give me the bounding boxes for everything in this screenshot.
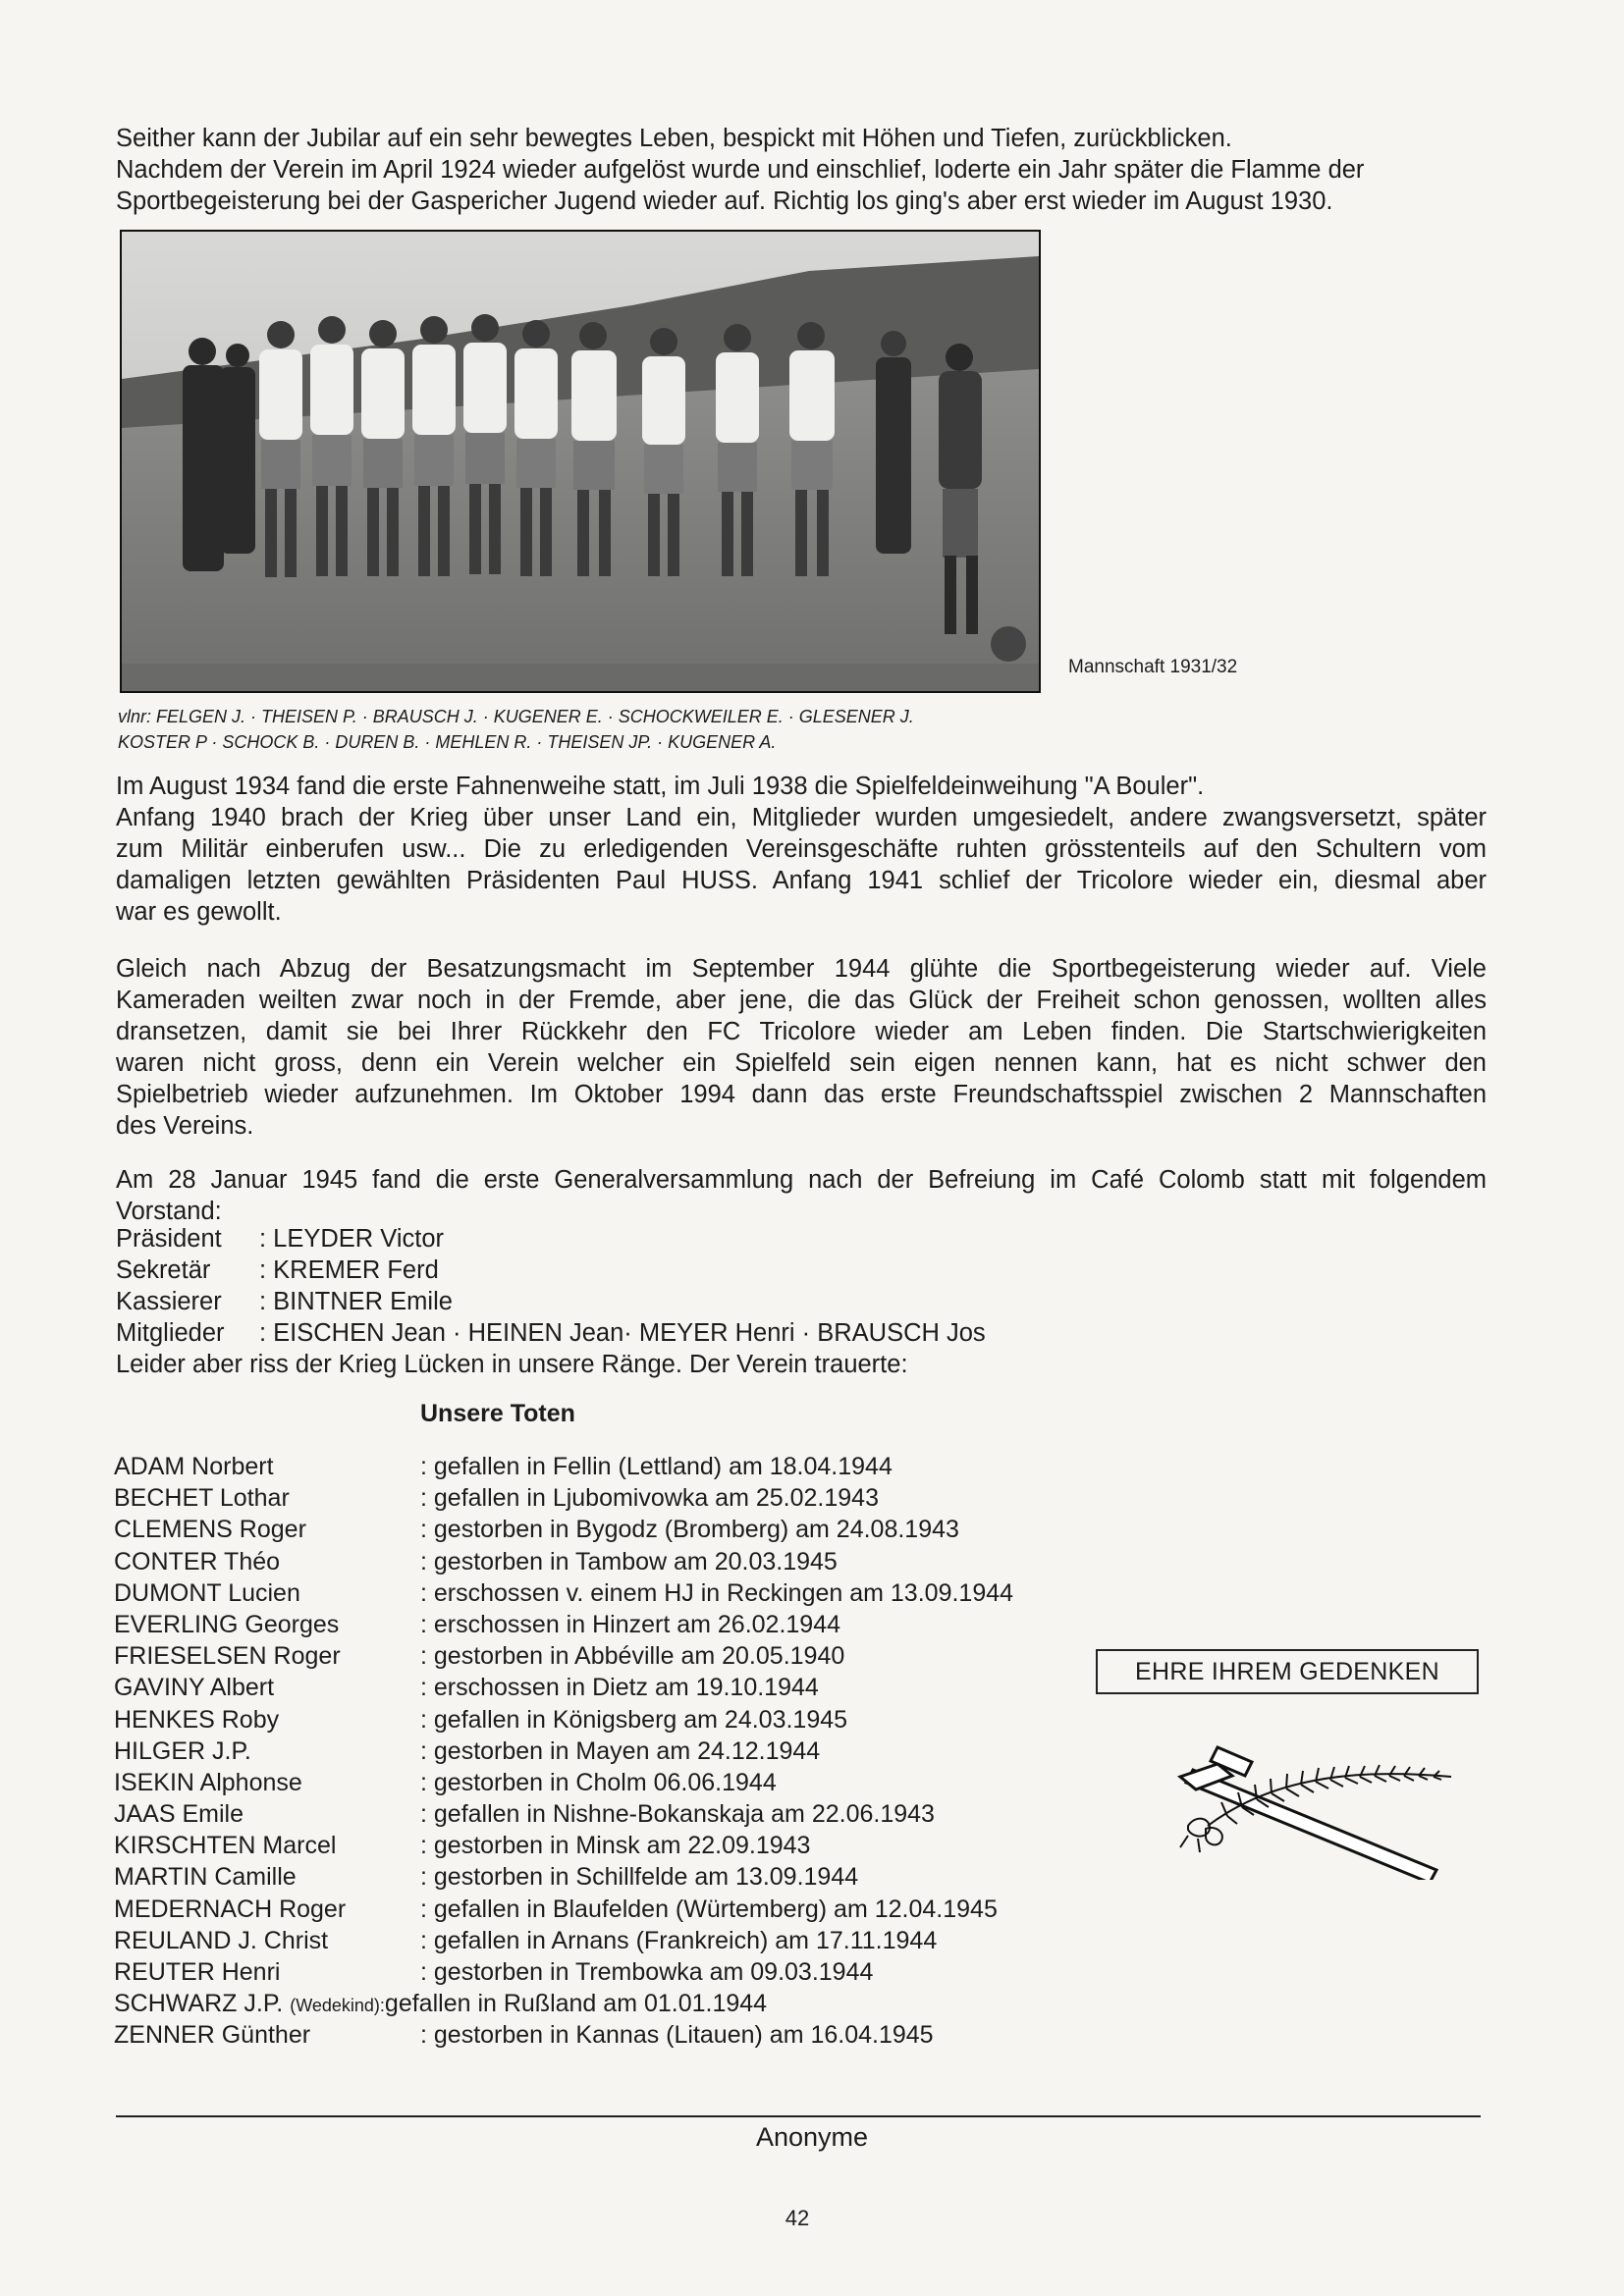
vorstand-role: Mitglieder — [116, 1319, 225, 1347]
toten-row — [114, 1925, 1013, 1956]
intro-paragraph — [116, 123, 1487, 217]
toten-detail: : erschossen in Hinzert am 26.02.1944 — [420, 1610, 841, 1638]
toten-name: GAVINY Albert — [114, 1674, 275, 1702]
photo-caption: Mannschaft 1931/32 — [1068, 657, 1238, 677]
toten-name: JAAS Emile — [114, 1800, 244, 1829]
toten-name: ADAM Norbert — [114, 1453, 274, 1480]
toten-name: SCHWARZ J.P. — [114, 1990, 284, 2018]
toten-detail: gefallen in Rußland am 01.01.1944 — [384, 1990, 768, 2018]
text-line: Kameraden weilten zwar noch in der Fremde, aber jene, die das Glück der Freiheit schon genossen, wollten alles — [116, 987, 1487, 1014]
toten-detail: : erschossen in Dietz am 19.10.1944 — [420, 1674, 819, 1702]
toten-detail: : gestorben in Kannas (Litauen) am 16.04.1945 — [420, 2021, 934, 2050]
toten-name: MEDERNACH Roger — [114, 1895, 347, 1923]
trauer-line: Leider aber riss der Krieg Lücken in unsere Ränge. Der Verein trauerte: — [116, 1351, 908, 1378]
toten-row — [114, 1894, 1013, 1925]
toten-name: REULAND J. Christ — [114, 1926, 329, 1954]
memorial-cross-icon — [1159, 1742, 1463, 1880]
vorstand-role: Kassierer — [116, 1288, 222, 1315]
text-line: war es gewollt. — [116, 898, 282, 926]
toten-row — [114, 1767, 1013, 1798]
vorstand-member: : BINTNER Emile — [259, 1288, 453, 1315]
team-photo — [120, 230, 1041, 693]
toten-detail: : erschossen v. einem HJ in Reckingen am 13.09.1944 — [420, 1578, 1014, 1607]
toten-name-group — [114, 1988, 385, 2021]
toten-row — [114, 1482, 1013, 1514]
ehre-ihrem-gedenken-box: EHRE IHREM GEDENKEN — [1096, 1649, 1479, 1694]
toten-name: KIRSCHTEN Marcel — [114, 1832, 337, 1860]
toten-name: FRIESELSEN Roger — [114, 1642, 341, 1671]
toten-name: HENKES Roby — [114, 1705, 280, 1734]
toten-row — [114, 1735, 1013, 1767]
toten-row — [114, 1451, 1013, 1482]
vorstand-row — [116, 1286, 986, 1317]
toten-name: HILGER J.P. — [114, 1736, 251, 1765]
toten-heading: Unsere Toten — [420, 1400, 575, 1427]
toten-detail: : gestorben in Bygodz (Bromberg) am 24.08.1943 — [420, 1516, 959, 1544]
toten-name: DUMONT Lucien — [114, 1578, 300, 1607]
history-paragraph-1944 — [116, 953, 1487, 1142]
toten-row — [114, 1830, 1013, 1861]
vorstand-role: Sekretär — [116, 1256, 211, 1284]
toten-row — [114, 1514, 1013, 1545]
team-photo-image — [122, 232, 1039, 691]
toten-row — [114, 1956, 1013, 1988]
toten-detail: : gestorben in Schillfelde am 13.09.1944 — [420, 1863, 859, 1892]
photo-player-names — [118, 704, 914, 755]
toten-row — [114, 1546, 1013, 1577]
generalversammlung-paragraph — [116, 1164, 1487, 1227]
intro-line: Nachdem der Verein im April 1924 wieder aufgelöst wurde und einschlief, loderte ein Jahr später die Flamme der — [116, 156, 1365, 184]
toten-detail: : gefallen in Fellin (Lettland) am 18.04.1944 — [420, 1453, 893, 1480]
toten-detail: : gefallen in Königsberg am 24.03.1945 — [420, 1705, 848, 1734]
text-line: zum Militär einberufen usw... Die zu erledigenden Vereinsgeschäfte ruhten grösstenteils auf den Schultern vom — [116, 835, 1487, 863]
vorstand-member: : KREMER Ferd — [259, 1256, 439, 1284]
toten-name: REUTER Henri — [114, 1958, 281, 1986]
author-signature: Anonyme — [755, 2122, 869, 2152]
vorstand-row — [116, 1223, 986, 1255]
text-line: damaligen letzten gewählten Präsidenten Paul HUSS. Anfang 1941 schlief der Tricolore wieder ein, diesmal aber — [116, 867, 1487, 894]
footer-divider — [116, 2115, 1481, 2117]
toten-name: ZENNER Günther — [114, 2021, 311, 2050]
toten-detail: : gestorben in Abbéville am 20.05.1940 — [420, 1642, 845, 1671]
vorstand-row — [116, 1255, 986, 1286]
text-line: Anfang 1940 brach der Krieg über unser Land ein, Mitglieder wurden umgesiedelt, andere zwangsversetzt, später — [116, 804, 1487, 831]
names-line: vlnr: FELGEN J. · THEISEN P. · BRAUSCH J. · KUGENER E. · SCHOCKWEILER E. · GLESENER J. — [118, 707, 914, 726]
names-line: KOSTER P · SCHOCK B. · DUREN B. · MEHLEN R. · THEISEN JP. · KUGENER A. — [118, 732, 777, 752]
toten-detail: : gestorben in Mayen am 24.12.1944 — [420, 1736, 821, 1765]
vorstand-member: : LEYDER Victor — [259, 1225, 445, 1253]
toten-name: ISEKIN Alphonse — [114, 1768, 302, 1796]
text-line: Im August 1934 fand die erste Fahnenweihe statt, im Juli 1938 die Spielfeldeinweihung "A Bouler". — [116, 773, 1205, 800]
toten-list — [114, 1451, 1013, 2052]
vorstand-list — [116, 1223, 986, 1349]
intro-line: Seither kann der Jubilar auf ein sehr bewegtes Leben, bespickt mit Höhen und Tiefen, zurückblicken. — [116, 125, 1232, 152]
intro-line: Sportbegeisterung bei der Gaspericher Jugend wieder auf. Richtig los ging's aber erst wieder im August 1930. — [116, 187, 1333, 215]
text-line: Gleich nach Abzug der Besatzungsmacht im September 1944 glühte die Sportbegeisterung wieder auf. Viele — [116, 955, 1487, 983]
text-line: waren nicht gross, denn ein Verein welcher ein Spielfeld sein eigen nennen kann, hat es nicht schwer den — [116, 1049, 1487, 1077]
text-line: des Vereins. — [116, 1112, 254, 1140]
toten-row — [114, 2019, 1013, 2051]
toten-row — [114, 1640, 1013, 1672]
history-paragraph-1934 — [116, 771, 1487, 928]
vorstand-role: Präsident — [116, 1225, 222, 1253]
toten-name-note: (Wedekind): — [290, 1996, 385, 2016]
text-line: Vorstand: — [116, 1198, 222, 1225]
toten-detail: : gestorben in Minsk am 22.09.1943 — [420, 1832, 811, 1860]
vorstand-member: : EISCHEN Jean · HEINEN Jean· MEYER Henri · BRAUSCH Jos — [259, 1319, 986, 1347]
toten-row — [114, 1609, 1013, 1640]
text-line: Am 28 Januar 1945 fand die erste Generalversammlung nach der Befreiung im Café Colomb statt mit folgendem — [116, 1166, 1487, 1194]
toten-detail: : gestorben in Cholm 06.06.1944 — [420, 1768, 777, 1796]
toten-row — [114, 1798, 1013, 1830]
toten-row — [114, 1861, 1013, 1893]
vorstand-row — [116, 1317, 986, 1349]
toten-row — [114, 1988, 1013, 2019]
text-line: dransetzen, damit sie bei Ihrer Rückkehr den FC Tricolore wieder am Leben finden. Die Startschwierigkeiten — [116, 1018, 1487, 1045]
toten-detail: : gestorben in Trembowka am 09.03.1944 — [420, 1958, 874, 1986]
toten-name: CONTER Théo — [114, 1547, 281, 1575]
toten-detail: : gefallen in Arnans (Frankreich) am 17.11.1944 — [420, 1926, 938, 1954]
toten-detail: : gefallen in Blaufelden (Würtemberg) am 12.04.1945 — [420, 1895, 998, 1923]
toten-name: BECHET Lothar — [114, 1484, 290, 1513]
toten-name: EVERLING Georges — [114, 1610, 340, 1638]
text-line: Spielbetrieb wieder aufzunehmen. Im Oktober 1994 dann das erste Freundschaftsspiel zwischen 2 Mannschaften — [116, 1081, 1487, 1108]
page-number: 42 — [785, 2206, 810, 2230]
toten-detail: : gefallen in Nishne-Bokanskaja am 22.06.1943 — [420, 1800, 935, 1829]
toten-row — [114, 1577, 1013, 1609]
toten-name: MARTIN Camille — [114, 1863, 297, 1892]
toten-detail: : gestorben in Tambow am 20.03.1945 — [420, 1547, 838, 1575]
toten-row — [114, 1704, 1013, 1735]
toten-name: CLEMENS Roger — [114, 1516, 306, 1544]
toten-row — [114, 1672, 1013, 1703]
toten-detail: : gefallen in Ljubomivowka am 25.02.1943 — [420, 1484, 879, 1513]
